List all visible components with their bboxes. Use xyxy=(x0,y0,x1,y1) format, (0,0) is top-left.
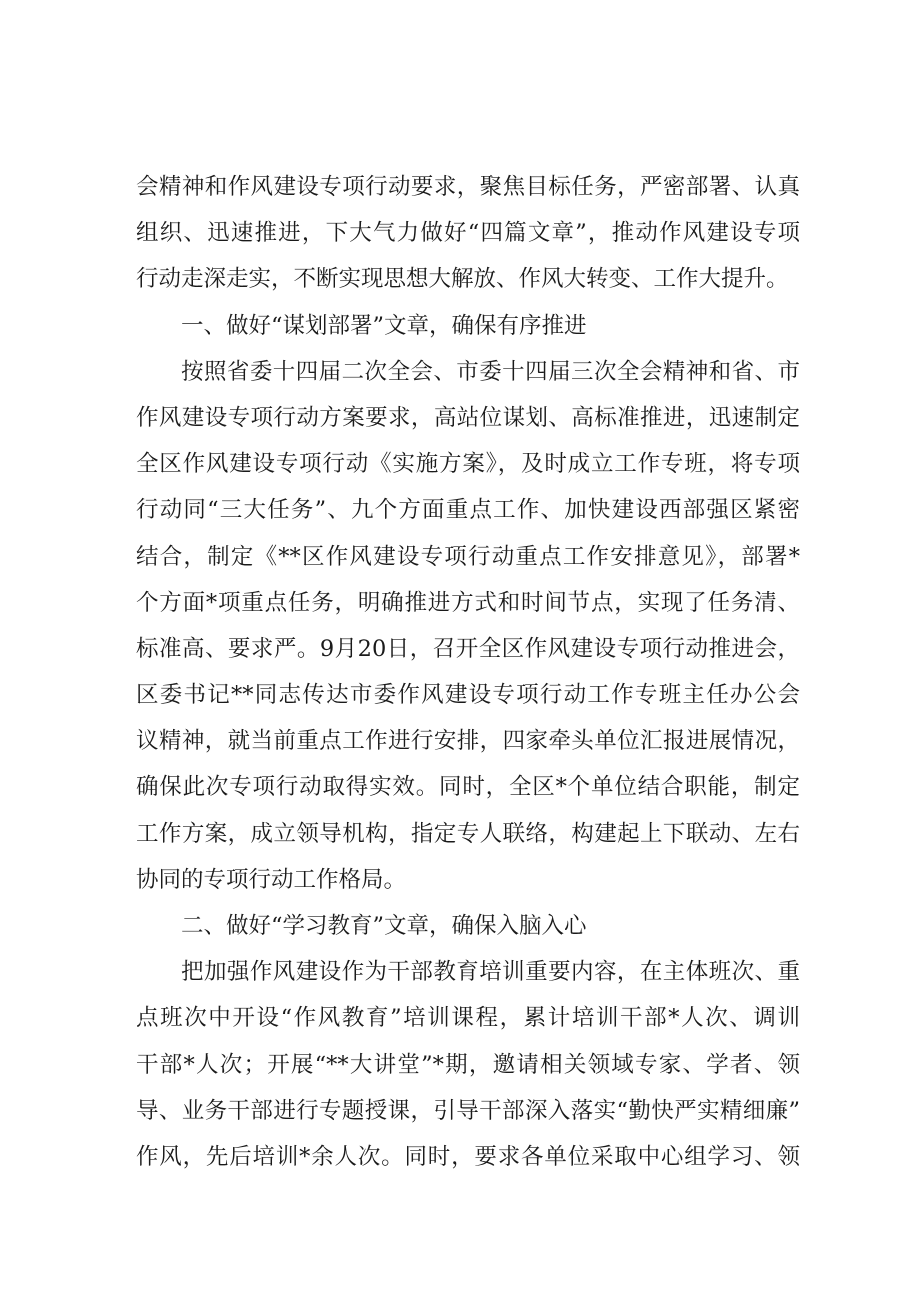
body-line: 协同的专项行动工作格局。 xyxy=(136,866,407,893)
body-line: 结合，制定《**区作风建设专项行动重点工作安排意见》，部署* xyxy=(136,543,800,570)
body-line: 把加强作风建设作为干部教育培训重要内容，在主体班次、重 xyxy=(181,959,800,986)
body-line: 组织、迅速推进，下大气力做好“四篇文章”，推动作风建设专项 xyxy=(136,220,800,247)
body-line: 个方面*项重点任务，明确推进方式和时间节点，实现了任务清、 xyxy=(136,589,800,616)
body-line: 标准高、要求严。9月20日，召开全区作风建设专项行动推进会， xyxy=(136,635,800,662)
section-heading-2: 二、做好“学习教育”文章，确保入脑入心 xyxy=(181,913,587,939)
body-line: 工作方案，成立领导机构，指定专人联络，构建起上下联动、左右 xyxy=(136,820,800,847)
body-line: 干部*人次；开展“**大讲堂”*期，邀请相关领域专家、学者、领 xyxy=(136,1051,800,1078)
body-line: 点班次中开设“作风教育”培训课程，累计培训干部*人次、调训 xyxy=(136,1005,800,1032)
body-line: 行动走深走实，不断实现思想大解放、作风大转变、工作大提升。 xyxy=(136,266,789,293)
body-line: 作风，先后培训*余人次。同时，要求各单位采取中心组学习、领 xyxy=(136,1143,800,1170)
body-line: 按照省委十四届二次全会、市委十四届三次全会精神和省、市 xyxy=(181,358,800,385)
section-heading-1: 一、做好“谋划部署”文章，确保有序推进 xyxy=(181,312,587,339)
body-line: 确保此次专项行动取得实效。同时，全区*个单位结合职能，制定 xyxy=(136,774,800,801)
body-line: 全区作风建设专项行动《实施方案》，及时成立工作专班，将专项 xyxy=(136,451,800,478)
body-line: 会精神和作风建设专项行动要求，聚焦目标任务，严密部署、认真 xyxy=(136,174,800,200)
body-line: 议精神，就当前重点工作进行安排，四家牵头单位汇报进展情况， xyxy=(136,728,800,755)
body-line: 行动同“三大任务”、九个方面重点工作、加快建设西部强区紧密 xyxy=(136,497,800,524)
body-line: 导、业务干部进行专题授课，引导干部深入落实“勤快严实精细廉” xyxy=(136,1097,800,1124)
body-line: 作风建设专项行动方案要求，高站位谋划、高标准推进，迅速制定 xyxy=(136,404,800,431)
body-line: 区委书记**同志传达市委作风建设专项行动工作专班主任办公会 xyxy=(136,682,800,709)
document-body xyxy=(136,164,800,1180)
